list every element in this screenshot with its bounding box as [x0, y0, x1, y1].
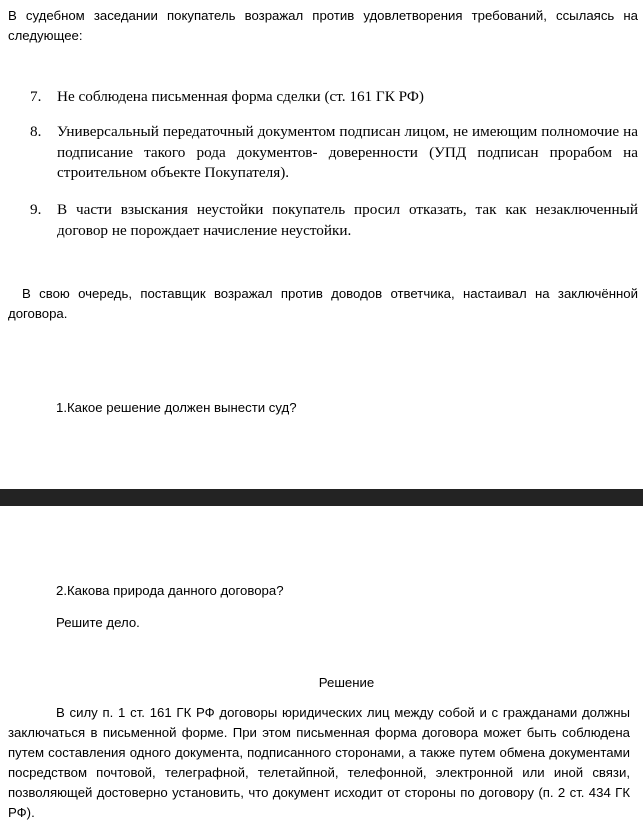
list-item [30, 122, 638, 184]
task-instruction: Решите дело. [56, 615, 140, 630]
question-1: 1.Какое решение должен вынести суд? [56, 400, 297, 415]
page-break-bar [0, 489, 643, 506]
list-item-number: 8. [30, 123, 42, 140]
counter-argument-paragraph: В свою очередь, поставщик возражал против доводов ответчика, настаивал на заключённой договора. [8, 286, 638, 321]
list-item-text: В части взыскания неустойки покупатель просил отказать, так как незаключенный договор не порождает начисление неустойки. [57, 201, 638, 239]
list-item-text: Не соблюдена письменная форма сделки (ст. 161 ГК РФ) [57, 88, 424, 105]
list-item-text: Универсальный передаточный документом подписан лицом, не имеющим полномочие на подписание такого рода документов- доверенности (УПД подписан прорабом на строительном объекте Покупателя). [57, 123, 638, 181]
list-item-number: 7. [30, 88, 42, 105]
list-item [30, 200, 638, 241]
list-item-number: 9. [30, 201, 42, 218]
list-item [30, 87, 638, 108]
intro-paragraph: В судебном заседании покупатель возражал против удовлетворения требований, ссылаясь на следующее: [8, 8, 638, 43]
solution-paragraph: В силу п. 1 ст. 161 ГК РФ договоры юридических лиц между собой и с гражданами должны заключаться в письменной форме. При этом письменная форма договора может быть соблюдена путем составления одного документа, подписанного сторонами, а также путем обмена документами посредством почтовой, телеграфной, телетайпной, телефонной, электронной или иной связи, позволяющей достоверно установить, что документ исходит от стороны по договору (п. 2 ст. 434 ГК РФ). [8, 705, 630, 820]
solution-heading: Решение [318, 675, 375, 690]
question-2: 2.Какова природа данного договора? [56, 583, 284, 598]
